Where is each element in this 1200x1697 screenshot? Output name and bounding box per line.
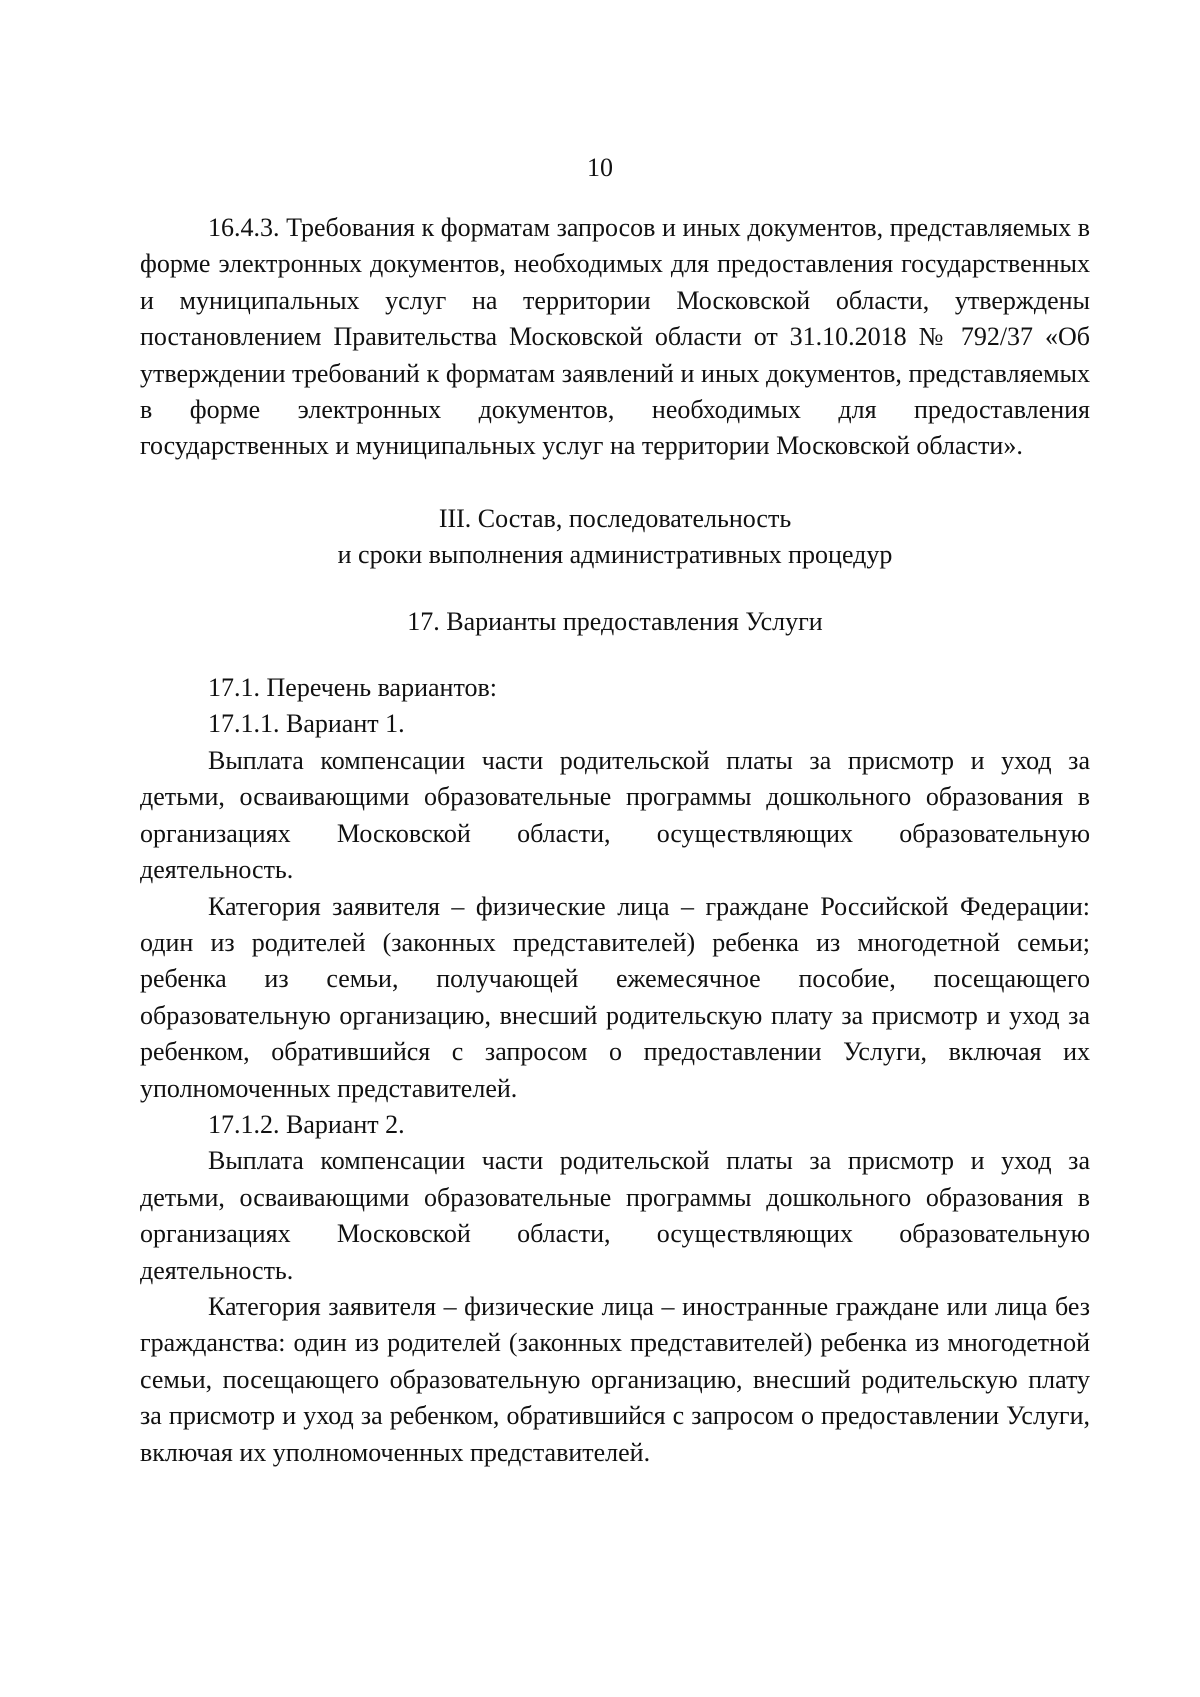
variant1-title: 17.1.1. Вариант 1. (208, 709, 405, 739)
variant2-title: 17.1.2. Вариант 2. (208, 1109, 405, 1139)
page-number: 10 (587, 153, 613, 182)
variant2-category: Категория заявителя – физические лица – иностранные граждане или лица без гражданства: один из родителей (законных представителей) ребенка из многодетной семьи, посещающего образовательную организацию, внесший родительскую плату за присмотр и уход за ребенком, обратившийся с запросом о предоставлении Услуги, включая их уполномоченных представителей. (140, 1291, 1090, 1467)
section-heading-line1: III. Состав, последовательность (438, 503, 792, 533)
variant1-description: Выплата компенсации части родительской платы за присмотр и уход за детьми, осваивающими образовательные программы дошкольного образования в организациях Московской области, осуществляющих образовательную деятельность. (140, 745, 1090, 885)
variant2-description: Выплата компенсации части родительской платы за присмотр и уход за детьми, осваивающими образовательные программы дошкольного образования в организациях Московской области, осуществляющих образовательную деятельность. (140, 1146, 1090, 1285)
paragraph-16-4-3: 16.4.3. Требования к форматам запросов и иных документов, представляемых в форме электронных документов, необходимых для предоставления государственных и муниципальных услуг на территории Московской области, утверждены постановлением Правительства Московской области от 31.10.2018 № 792/37 «Об утверждении требований к форматам заявлений и иных документов, представляемых в форме электронных документов, необходимых для предоставления государственных и муниципальных услуг на территории Московской области». (140, 213, 1090, 461)
list-title: 17.1. Перечень вариантов: (208, 673, 497, 703)
variant1-category: Категория заявителя – физические лица – граждане Российской Федерации: один из родителей (законных представителей) ребенка из многодетной семьи; ребенка из семьи, получающей ежемесячное пособие, посещающего образовательную организацию, внесший родительскую плату за присмотр и уход за ребенком, обратившийся с запросом о предоставлении Услуги, включая их уполномоченных представителей. (140, 891, 1090, 1103)
document-body (140, 210, 1090, 1471)
section-heading-line2: и сроки выполнения административных процедур (337, 540, 893, 570)
subsection-heading: 17. Варианты предоставления Услуги (407, 606, 823, 636)
